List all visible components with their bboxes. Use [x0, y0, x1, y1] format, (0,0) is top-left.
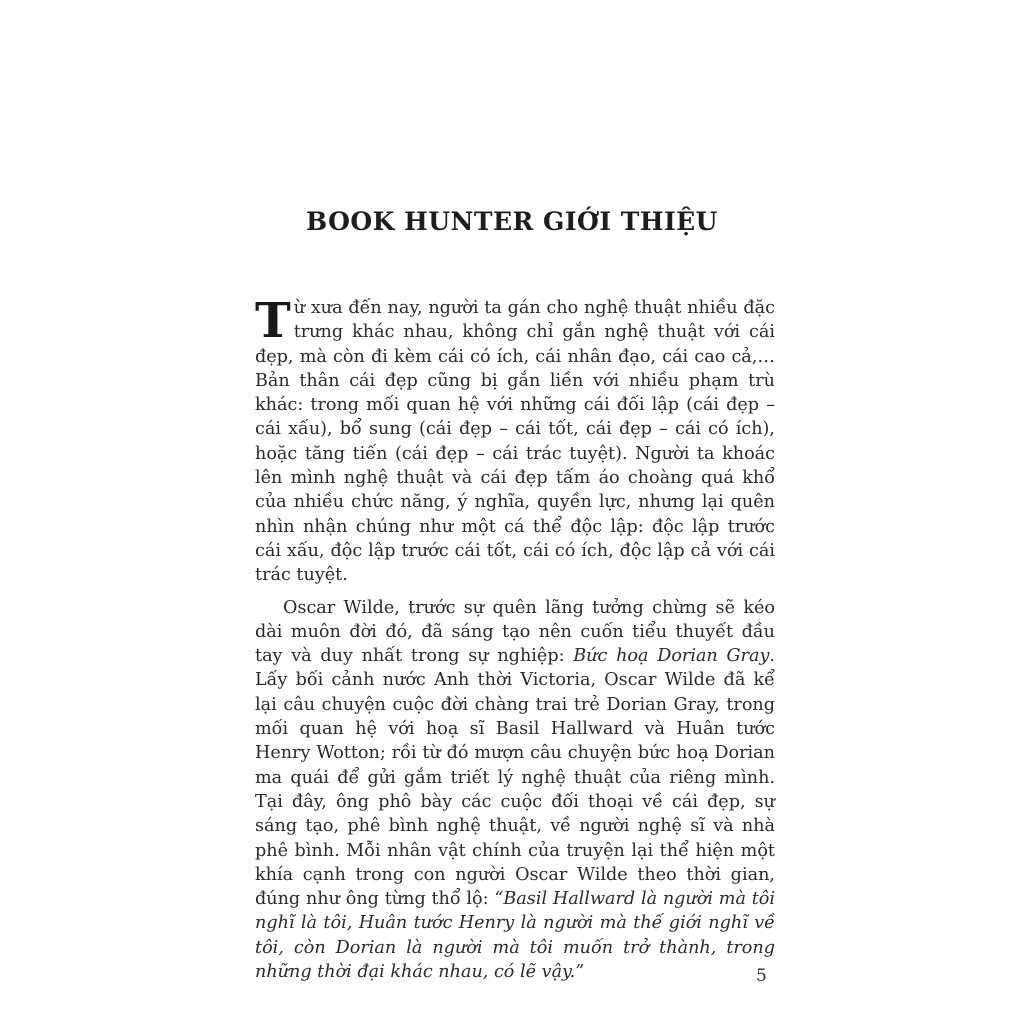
page-number: 5: [756, 966, 767, 986]
chapter-heading: BOOK HUNTER GIỚI THIỆU: [306, 207, 718, 236]
body-text: [255, 293, 776, 984]
book-title: Bức hoạ Dorian Gray: [573, 646, 770, 667]
drop-cap: T: [255, 293, 291, 349]
paragraph-text-before-title: Oscar Wilde, trước sự quên lãng tưởng chừng sẽ kéo dài muôn đời đó, đã sáng tạo nên cuốn tiểu thuyết đầu tay và duy nhất trong sự nghiệp:: [255, 597, 775, 667]
paragraph-text-after-title: . Lấy bối cảnh nước Anh thời Victoria, Oscar Wilde đã kể lại câu chuyện cuộc đời chàng trai trẻ Dorian Gray, trong mối quan hệ với hoạ sĩ Basil Hallward và Huân tước Henry Wotton; rồi từ đó mượn câu chuyện bức hoạ Dorian ma quái để gửi gắm triết lý nghệ thuật của riêng mình. Tại đây, ông phô bày các cuộc đối thoại về cái đẹp, sự sáng tạo, phê bình nghệ thuật, về người nghệ sĩ và nhà phê bình. Mỗi nhân vật chính của truyện lại thể hiện một khía cạnh trong con người Oscar Wilde theo thời gian, đúng như ông từng thổ lộ:: [255, 646, 775, 910]
oscar-wilde-quote: “Basil Hallward là người mà tôi nghĩ là tôi, Huân tước Henry là người mà thế giới nghĩ về tôi, còn Dorian là người mà tôi muốn trở thành, trong những thời đại khác nhau, có lẽ vậy.”: [255, 889, 776, 983]
paragraph-intro: [255, 293, 775, 588]
paragraph-oscar-wilde: [255, 596, 775, 985]
paragraph-intro-text: ừ xưa đến nay, người ta gán cho nghệ thuật nhiều đặc trưng khác nhau, không chỉ gắn nghệ thuật với cái đẹp, mà còn đi kèm cái có ích, cái nhân đạo, cái cao cả,… Bản thân cái đẹp cũng bị gắn liền với nhiều phạm trù khác: trong mối quan hệ với những cái đối lập (cái đẹp – cái xấu), bổ sung (cái đẹp – cái tốt, cái đẹp – cái có ích), hoặc tăng tiến (cái đẹp – cái trác tuyệt). Người ta khoác lên mình nghệ thuật và cái đẹp tấm áo choàng quá khổ của nhiều chức năng, ý nghĩa, quyền lực, nhưng lại quên nhìn nhận chúng như một cá thể độc lập: độc lập trước cái xấu, độc lập trước cái tốt, cái có ích, độc lập cả với cái trác tuyệt.: [255, 298, 775, 586]
